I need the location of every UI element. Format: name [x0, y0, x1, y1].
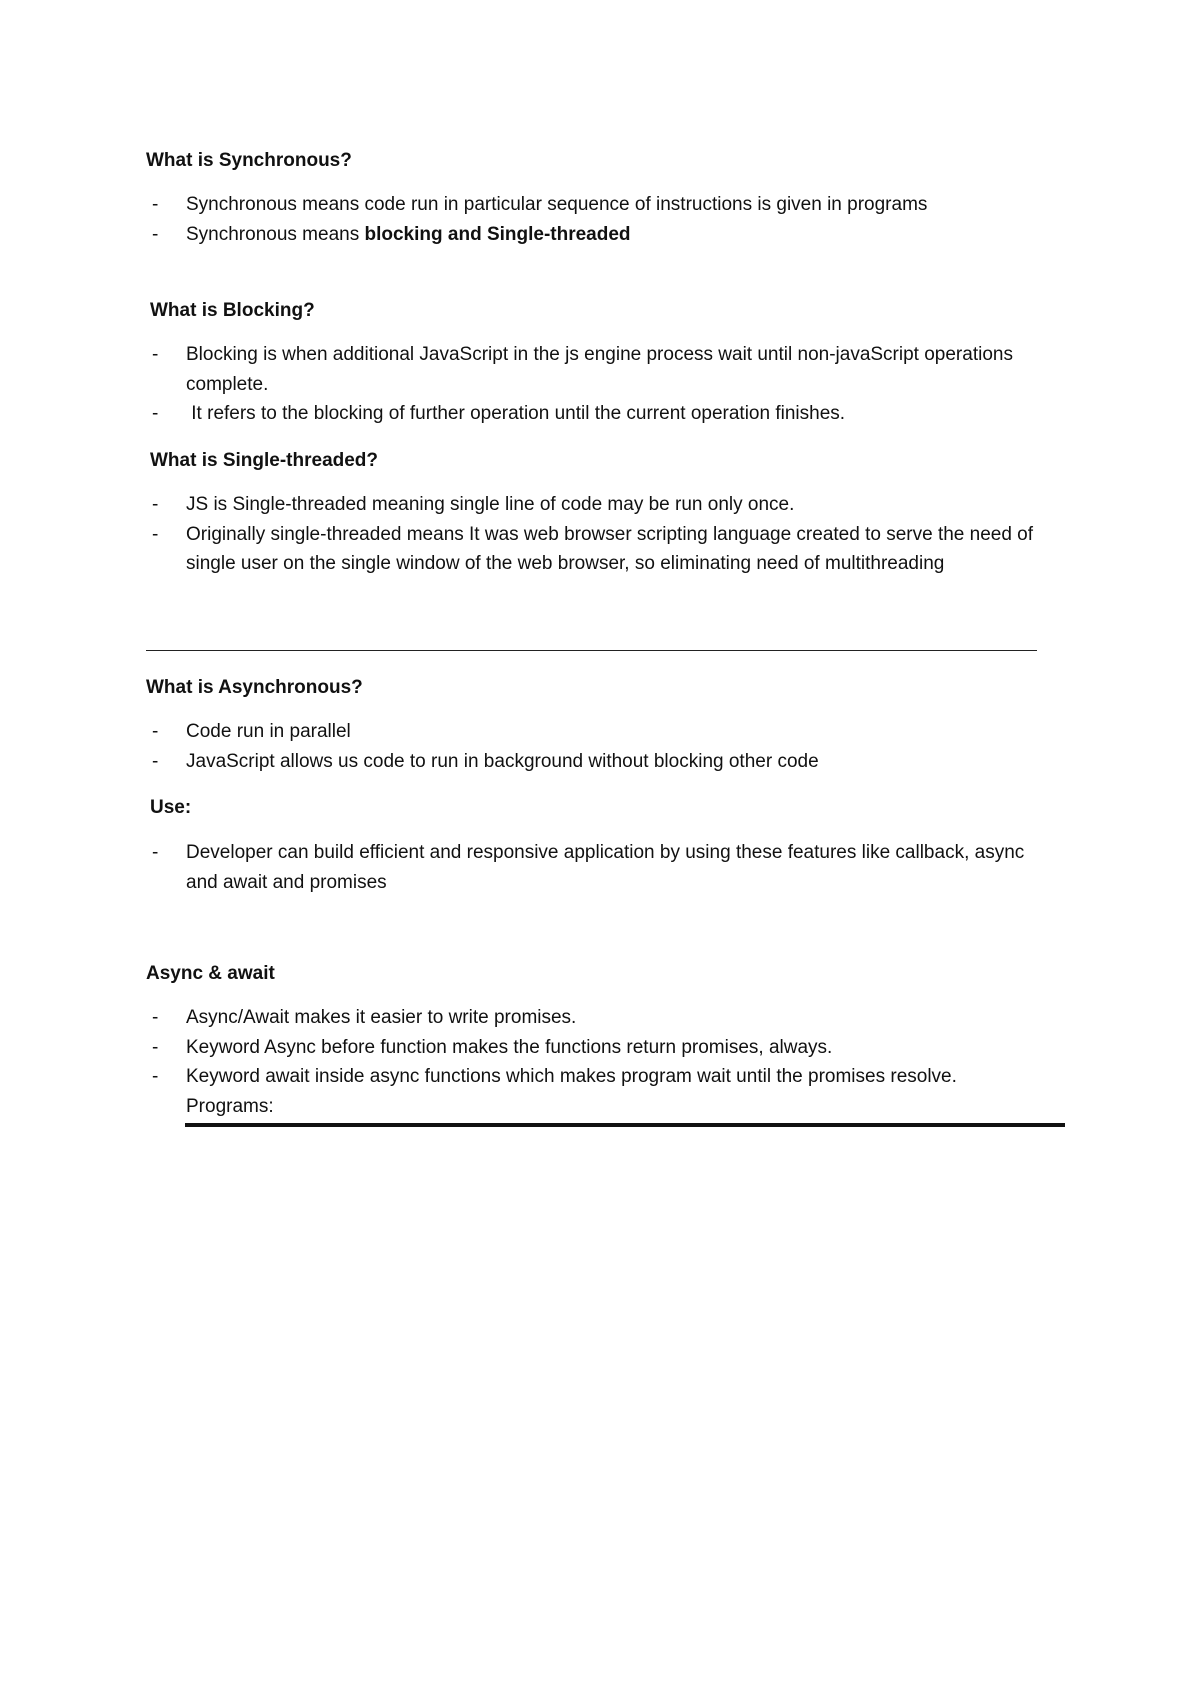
list-item — [146, 520, 1046, 579]
list-item-text: JS is Single-threaded meaning single line of code may be run only once. — [186, 494, 795, 515]
list-item — [146, 220, 1046, 250]
list-synchronous — [146, 190, 1046, 249]
list-item — [146, 1033, 1046, 1063]
heading-async-await: Async & await — [146, 963, 275, 984]
list-item-text: Blocking is when additional JavaScript in the js engine process wait until non-javaScript operations complete. — [186, 344, 1013, 395]
list-item — [146, 838, 1046, 897]
list-item-bold-text: blocking and Single-threaded — [364, 223, 631, 245]
list-single-threaded — [146, 490, 1046, 579]
list-item-text: Async/Await makes it easier to write promises. — [186, 1007, 577, 1028]
list-item — [146, 1003, 1046, 1033]
bullet-dash: - — [152, 721, 159, 742]
list-item — [146, 490, 1046, 520]
bullet-dash: - — [152, 523, 159, 545]
list-item — [146, 190, 1046, 220]
bullet-dash: - — [152, 403, 159, 424]
heading-use: Use: — [150, 797, 192, 818]
list-item-text: Originally single-threaded means It was web browser scripting language created to serve the need of single user on the single window of the web browser, so eliminating need of multithreading — [186, 523, 1034, 574]
bullet-dash: - — [152, 1036, 159, 1058]
heading-asynchronous: What is Asynchronous? — [146, 677, 363, 698]
list-async-await — [146, 1003, 1046, 1121]
list-item-text: JavaScript allows us code to run in background without blocking other code — [186, 750, 819, 772]
list-item-text: It refers to the blocking of further operation until the current operation finishes. — [186, 403, 846, 424]
bullet-dash: - — [152, 194, 159, 215]
list-item-text: Keyword await inside async functions which makes program wait until the promises resolve. — [186, 1066, 957, 1087]
list-asynchronous — [146, 717, 1046, 776]
programs-label: Programs: — [186, 1095, 274, 1117]
bullet-dash: - — [152, 223, 159, 245]
programs-label-row — [146, 1092, 1046, 1122]
list-item-text: Synchronous means — [186, 223, 365, 245]
list-use — [146, 838, 1046, 897]
list-item — [146, 340, 1046, 399]
list-blocking — [146, 340, 1046, 429]
heading-blocking: What is Blocking? — [150, 300, 315, 321]
bullet-dash: - — [152, 1066, 159, 1087]
section-divider — [146, 650, 1037, 651]
bullet-dash: - — [152, 750, 159, 772]
bullet-dash: - — [152, 1007, 159, 1028]
list-item — [146, 747, 1046, 777]
list-item-text: Developer can build efficient and responsive application by using these features like callback, async and await and promises — [186, 842, 1025, 893]
heading-single-threaded: What is Single-threaded? — [150, 450, 379, 471]
heading-synchronous: What is Synchronous? — [146, 150, 352, 171]
list-item-text: Synchronous means code run in particular sequence of instructions is given in programs — [186, 194, 928, 215]
list-item — [146, 717, 1046, 747]
list-item — [146, 399, 1046, 429]
list-item-text: Keyword Async before function makes the functions return promises, always. — [186, 1036, 833, 1058]
bullet-dash: - — [152, 494, 159, 515]
programs-rule — [185, 1123, 1065, 1127]
bullet-dash: - — [152, 842, 159, 863]
bullet-dash: - — [152, 344, 159, 365]
list-item-text: Code run in parallel — [186, 721, 351, 742]
list-item — [146, 1062, 1046, 1092]
